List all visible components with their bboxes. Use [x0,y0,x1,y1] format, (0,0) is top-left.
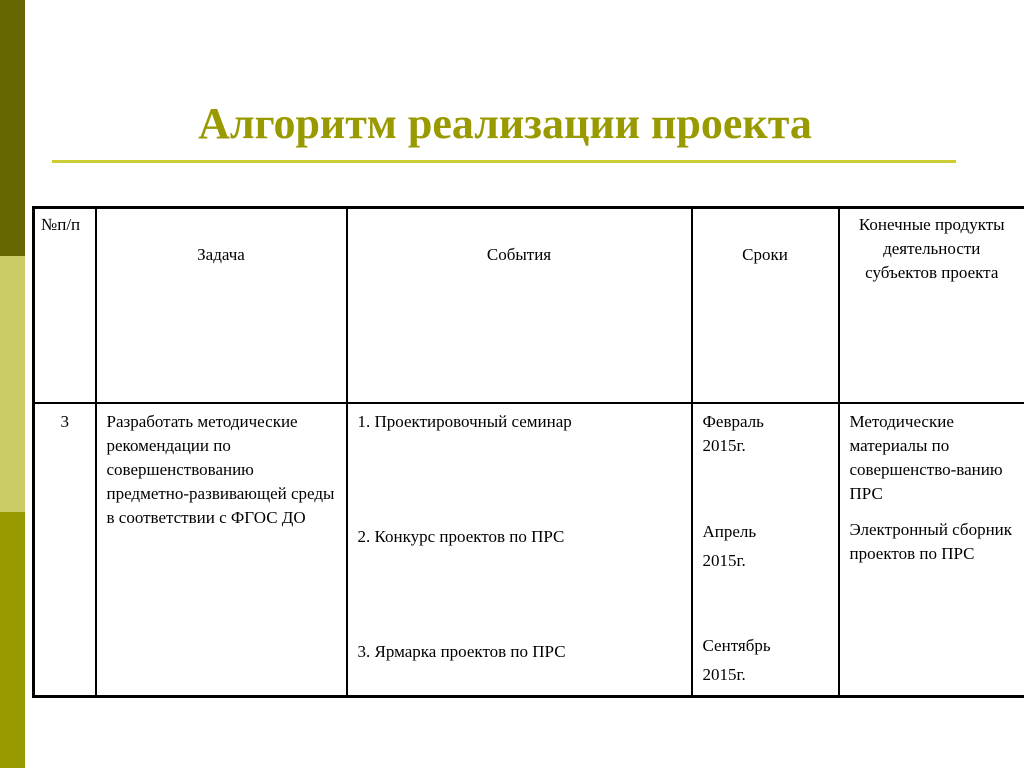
header-events: События [347,208,692,404]
decor-stripe-bottom [0,512,25,768]
row-task: Разработать методические рекомендации по совершенствованию предметно-развивающей среды в соответствии с ФГОС ДО [96,403,347,697]
title-underline [52,160,956,163]
product-2: Электронный сборник проектов по ПРС [849,520,1013,563]
decor-stripe-middle [0,256,25,512]
term-2 [703,520,832,573]
slide-title: Алгоритм реализации проекта [198,99,812,148]
header-num: №п/п [34,208,96,404]
table-header-row [34,208,1024,404]
product-1: Методические материалы по совершенство-ванию ПРС [849,412,1003,503]
header-task: Задача [96,208,347,404]
row-num: 3 [34,403,96,697]
term-2-month: Апрель [702,522,757,541]
event-3: 3. Ярмарка проектов по ПРС [357,642,566,661]
event-2: 2. Конкурс проектов по ПРС [357,527,565,546]
header-terms: Сроки [692,208,839,404]
row-products [839,403,1024,697]
plan-table [32,206,1024,698]
header-products: Конечные продукты деятельности субъектов проекта [839,208,1024,404]
term-3-year: 2015г. [702,665,746,684]
term-1-year: 2015г. [702,436,746,455]
term-1 [703,410,832,458]
term-3 [703,634,832,687]
term-3-month: Сентябрь [702,636,771,655]
decor-stripe-top [0,0,25,256]
row-terms [692,403,839,697]
term-2-year: 2015г. [702,551,746,570]
event-1: 1. Проектировочный семинар [357,412,572,431]
row-events [347,403,692,697]
term-1-month: Февраль [702,412,764,431]
table-row [34,403,1024,697]
